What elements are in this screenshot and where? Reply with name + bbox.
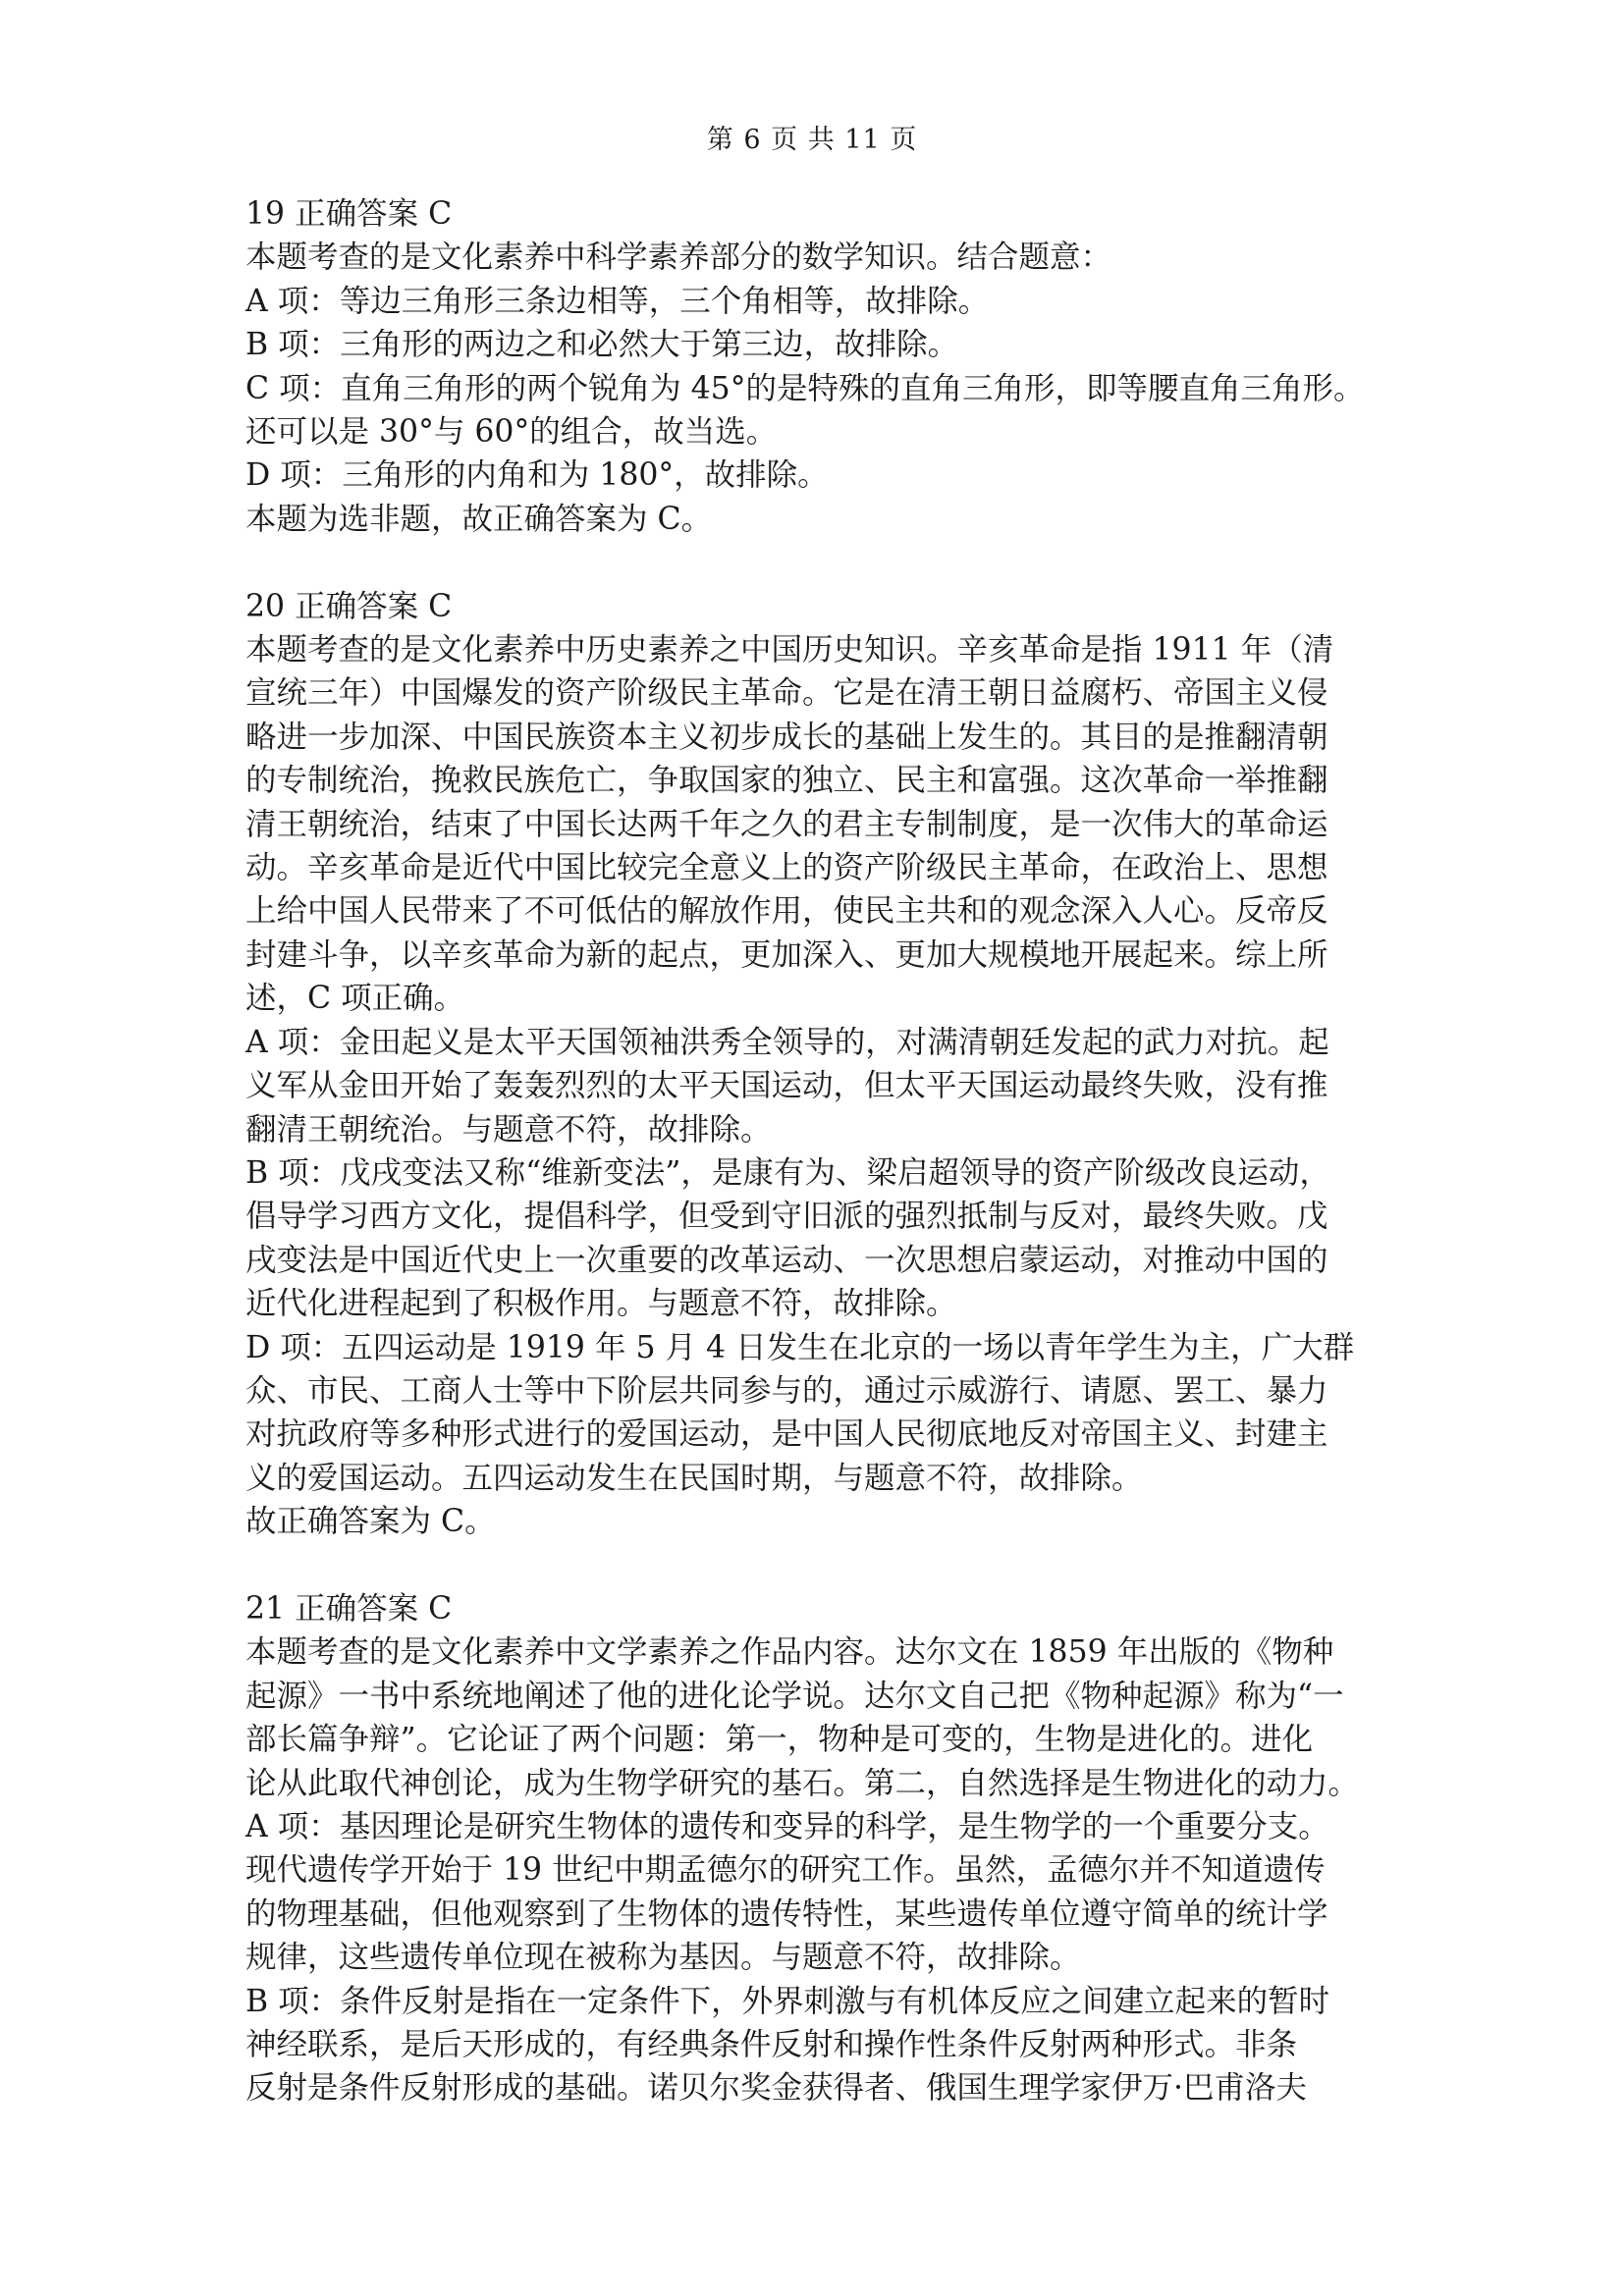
section-title: 21 正确答案 C <box>245 1590 453 1627</box>
text-line: 本题考查的是文化素养中历史素养之中国历史知识。辛亥革命是指 1911 年（清 <box>245 632 1334 668</box>
text-line: 略进一步加深、中国民族资本主义初步成长的基础上发生的。其目的是推翻清朝 <box>245 719 1328 755</box>
text-line: B 项：三角形的两边之和必然大于第三边，故排除。 <box>245 327 959 363</box>
text-line: 翻清王朝统治。与题意不符，故排除。 <box>245 1111 772 1148</box>
text-line: 现代遗传学开始于 19 世纪中期孟德尔的研究工作。虽然，孟德尔并不知道遗传 <box>245 1852 1326 1889</box>
answer-section-20 <box>245 585 1384 1544</box>
page-number: 第 6 页 共 11 页 <box>706 125 918 155</box>
text-line: 本题为选非题，故正确答案为 C。 <box>245 501 713 537</box>
text-line: 动。辛亥革命是近代中国比较完全意义上的资产阶级民主革命，在政治上、思想 <box>245 850 1328 886</box>
text-line: 神经联系，是后天形成的，有经典条件反射和操作性条件反射两种形式。非条 <box>245 2027 1298 2063</box>
document-body <box>245 192 1384 2110</box>
text-line: 清王朝统治，结束了中国长达两千年之久的君主专制制度，是一次伟大的革命运 <box>245 806 1328 842</box>
text-line: 宣统三年）中国爆发的资产阶级民主革命。它是在清王朝日益腐朽、帝国主义侵 <box>245 675 1328 712</box>
text-line: 封建斗争，以辛亥革命为新的起点，更加深入、更加大规模地开展起来。综上所 <box>245 936 1328 973</box>
text-line: 的物理基础，但他观察到了生物体的遗传特性，某些遗传单位遵守简单的统计学 <box>245 1896 1328 1932</box>
text-line: 故正确答案为 C。 <box>245 1504 496 1540</box>
text-line: 戌变法是中国近代史上一次重要的改革运动、一次思想启蒙运动，对推动中国的 <box>245 1242 1328 1278</box>
text-line: 对抗政府等多种形式进行的爱国运动，是中国人民彻底地反对帝国主义、封建主 <box>245 1416 1328 1453</box>
answer-section-19 <box>245 192 1384 541</box>
text-line: 近代化进程起到了积极作用。与题意不符，故排除。 <box>245 1286 957 1322</box>
answer-section-21 <box>245 1587 1384 2110</box>
text-line: D 项：三角形的内角和为 180°，故排除。 <box>245 457 829 494</box>
text-line: B 项：戊戌变法又称“维新变法”，是康有为、梁启超领导的资产阶级改良运动， <box>245 1154 1330 1191</box>
section-title: 19 正确答案 C <box>245 196 453 232</box>
text-line: D 项：五四运动是 1919 年 5 月 4 日发生在北京的一场以青年学生为主，广大群 <box>245 1329 1355 1365</box>
text-line: 上给中国人民带来了不可低估的解放作用，使民主共和的观念深入人心。反帝反 <box>245 893 1328 930</box>
text-line: 反射是条件反射形成的基础。诺贝尔奖金获得者、俄国生理学家伊万·巴甫洛夫 <box>245 2070 1308 2107</box>
text-line: 述，C 项正确。 <box>245 981 465 1017</box>
text-line: B 项：条件反射是指在一定条件下，外界刺激与有机体反应之间建立起来的暂时 <box>245 1983 1330 2019</box>
text-line: 论从此取代神创论，成为生物学研究的基石。第二，自然选择是生物进化的动力。 <box>245 1765 1360 1801</box>
text-line: 规律，这些遗传单位现在被称为基因。与题意不符，故排除。 <box>245 1940 1081 1976</box>
text-line: A 项：金田起义是太平天国领袖洪秀全领导的，对满清朝廷发起的武力对抗。起 <box>245 1024 1329 1060</box>
text-line: 本题考查的是文化素养中科学素养部分的数学知识。结合题意： <box>245 240 1112 276</box>
text-line: 部长篇争辩”。它论证了两个问题：第一，物种是可变的，生物是进化的。进化 <box>245 1722 1314 1758</box>
text-line: A 项：基因理论是研究生物体的遗传和变异的科学，是生物学的一个重要分支。 <box>245 1809 1329 1844</box>
text-line: 义军从金田开始了轰轰烈烈的太平天国运动，但太平天国运动最终失败，没有推 <box>245 1068 1328 1104</box>
text-line: 倡导学习西方文化，提倡科学，但受到守旧派的强烈抵制与反对，最终失败。戊 <box>245 1199 1328 1235</box>
text-line: 义的爱国运动。五四运动发生在民国时期，与题意不符，故排除。 <box>245 1460 1143 1496</box>
text-line: C 项：直角三角形的两个锐角为 45°的是特殊的直角三角形，即等腰直角三角形。 <box>245 370 1365 406</box>
text-line: 起源》一书中系统地阐述了他的进化论学说。达尔文自己把《物种起源》称为“一 <box>245 1678 1344 1714</box>
text-line: 本题考查的是文化素养中文学素养之作品内容。达尔文在 1859 年出版的《物种 <box>245 1634 1334 1671</box>
text-line: A 项：等边三角形三条边相等，三个角相等，故排除。 <box>245 283 990 319</box>
text-line: 众、市民、工商人士等中下阶层共同参与的，通过示威游行、请愿、罢工、暴力 <box>245 1372 1328 1409</box>
text-line: 的专制统治，挽救民族危亡，争取国家的独立、民主和富强。这次革命一举推翻 <box>245 763 1328 799</box>
section-title: 20 正确答案 C <box>245 588 453 624</box>
text-line: 还可以是 30°与 60°的组合，故当选。 <box>245 414 778 451</box>
